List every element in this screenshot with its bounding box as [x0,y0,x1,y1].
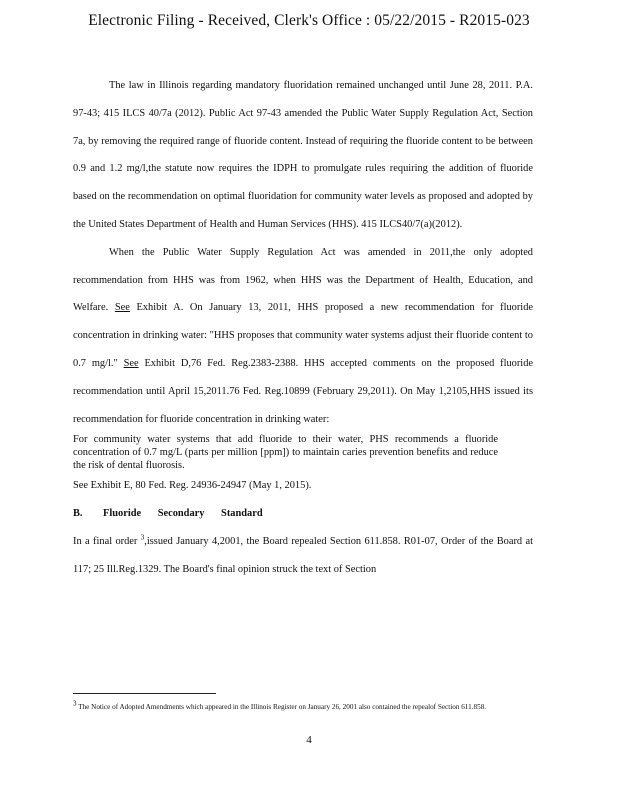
paragraph-hhs-recommendation [73,239,533,434]
section-heading [73,500,533,528]
see-reference-1: See [114,302,130,314]
paragraph-exhibit-e: See Exhibit E, 80 Fed. Reg. 24936-24947 (May 1, 2015). [73,480,312,492]
footnote-text: The Notice of Adopted Amendments which appeared in the Illinois Register on January 26, 2001 also contained the repealof Section 611.858. [78,703,487,711]
page-number: 4 [306,734,312,746]
paragraph-final-order [73,528,533,584]
paragraph-hhs-text-1: When the Public Water Supply Regulation Act was amended in 2011,the only adopted recommendation from HHS was from 1962, when HHS was the Department of Health, Education, and Welfare. [73,246,533,314]
filing-header: Electronic Filing - Received, Clerk's Office : 05/22/2015 - R2015-023 [88,12,530,29]
paragraph-final-order-text-1: In a final order [73,535,141,547]
paragraph-final-order-text-2: ,issued January 4,2001, the Board repealed Section 611.858. R01-07, Order of the Board at 117; 25 Ill.Reg.1329. The Board's final opinion struck the text of Section [73,535,534,575]
paragraph-fluoridation-law: The law in Illinois regarding mandatory fluoridation remained unchanged until June 28, 2011. P.A. 97-43; 415 ILCS 40/7a (2012). Public Act 97-43 amended the Public Water Supply Regulation Act, Section 7a, by removing the required range of fluoride content. Instead of requiring the fluoride content to be between 0.9 and 1.2 mg/l,the statute now requires the IDPH to promulgate rules requiring the addition of fluoride based on the recommendation on optimal fluoridation for community water levels as proposed and adopted by the United States Department of Health and Human Services (HHS). 415 ILCS40/7(a)(2012). [73,80,533,230]
footnote-divider [73,693,216,694]
footnote-reference: 3 [140,533,145,542]
footnote [73,699,523,713]
section-heading-letter: B. [73,508,83,520]
footnote-marker: 3 [73,699,77,708]
paragraph-hhs-text-2: Exhibit A. On January 13, 2011, HHS proposed a new recommendation for fluoride concentration in drinking water: "HHS proposes that community water systems adjust their fluoride content to 0.7 mg/l." [73,302,533,369]
paragraph-hhs-text-3: Exhibit D,76 Fed. Reg.2383-2388. HHS accepted comments on the proposed fluoride recommendation until April 15,2011.76 Fed. Reg.10899 (February 29,2011). On May 1,2105,HHS issued its recommendation for fluoride concentration in drinking water: [73,357,534,425]
section-heading-title: Fluoride Secondary Standard [103,508,263,520]
block-quote-phs: For community water systems that add fluoride to their water, PHS recommends a fluoride concentration of 0.7 mg/L (parts per million [ppm]) to maintain caries prevention benefits and reduce the risk of dental fluorosis. [73,434,498,472]
document-body [73,72,533,584]
see-reference-2: See [123,357,139,369]
